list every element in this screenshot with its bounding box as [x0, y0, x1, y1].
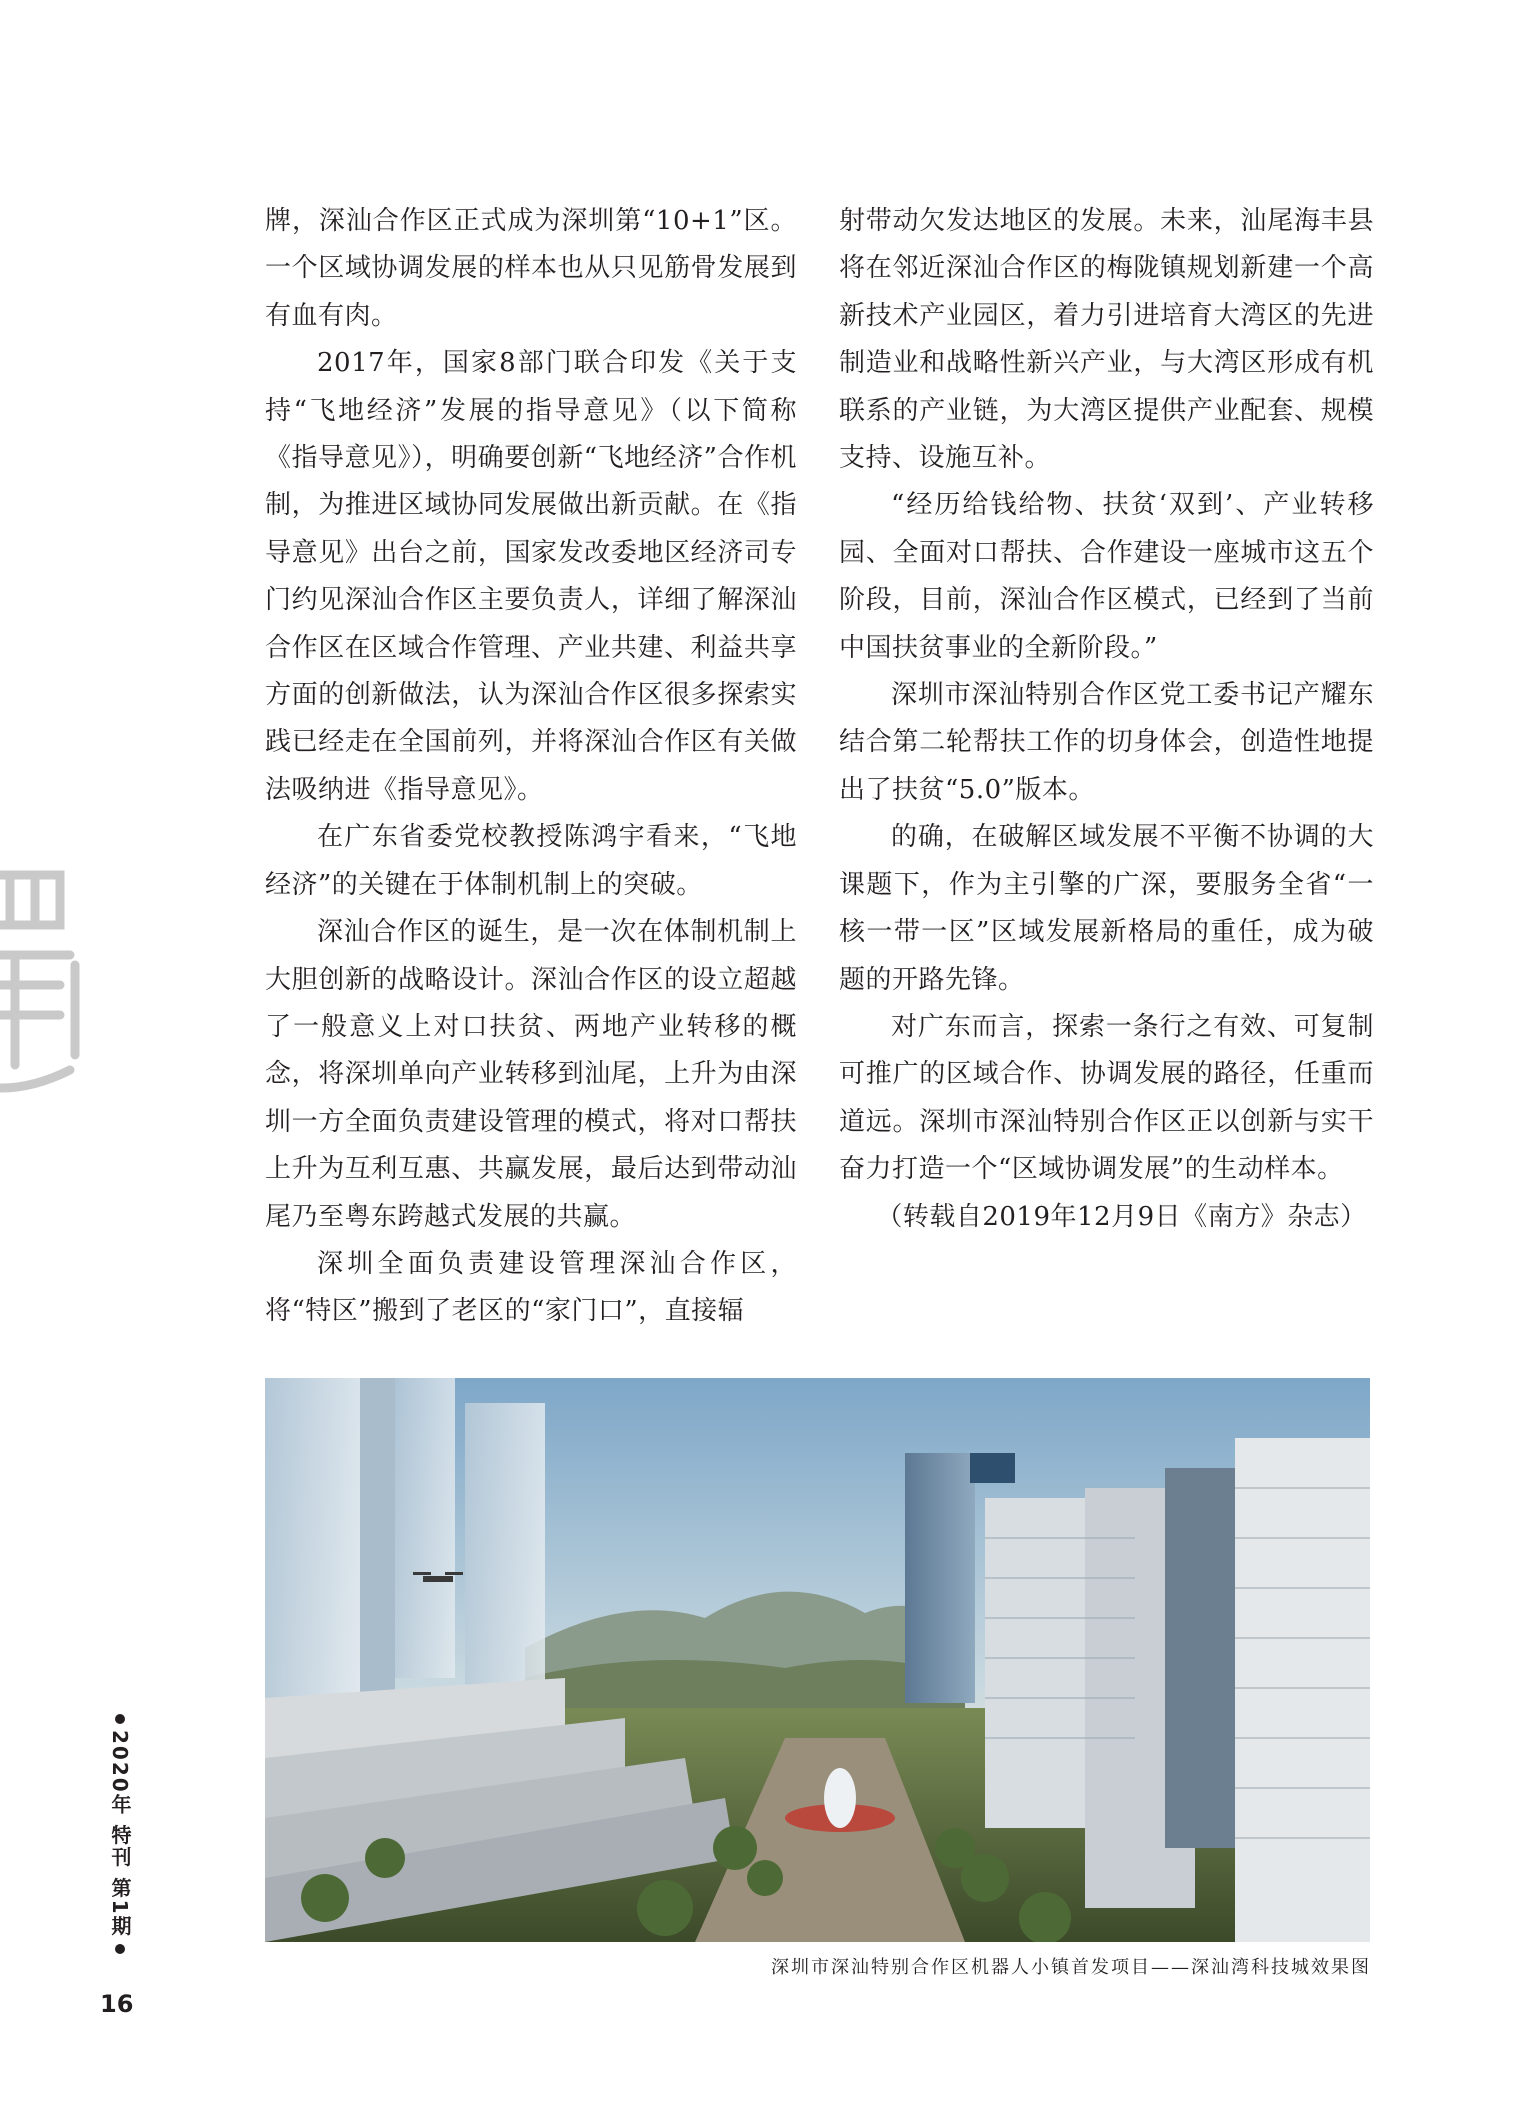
article-paragraph: 深汕合作区的诞生，是一次在体制机制上大胆创新的战略设计。深汕合作区的设立超越了一般意义上对口扶贫、两地产业转移的概念，将深圳单向产业转移到汕尾，上升为由深圳一方全面负责建设管理的模式，将对口帮扶上升为互利互惠、共赢发展，最后达到带动汕尾乃至粤东跨越式发展的共赢。: [265, 917, 797, 1232]
article-right-column: [839, 198, 1374, 1241]
tech-city-rendering-photo: [265, 1378, 1370, 1942]
article-paragraph: 的确，在破解区域发展不平衡不协调的大课题下，作为主引擎的广深，要服务全省“一核一带一区”区域发展新格局的重任，成为破题的开路先锋。: [839, 822, 1374, 995]
bullet-dot-bottom: [115, 1944, 125, 1954]
source-note: （转载自2019年12月9日《南方》杂志）: [876, 1201, 1367, 1232]
article-paragraph: 在广东省委党校教授陈鸿宇看来，“飞地经济”的关键在于体制机制上的突破。: [265, 822, 797, 900]
article-left-column: [265, 198, 797, 1336]
article-paragraph: 射带动欠发达地区的发展。未来，汕尾海丰县将在邻近深汕合作区的梅陇镇规划新建一个高新技术产业园区，着力引进培育大湾区的先进制造业和战略性新兴产业，与大湾区形成有机联系的产业链，为大湾区提供产业配套、规模支持、设施互补。: [839, 206, 1374, 474]
issue-label-text: 2020年 特刊 第1期: [108, 1730, 132, 1938]
article-paragraph: 深圳市深汕特别合作区党工委书记产耀东结合第二轮帮扶工作的切身体会，创造性地提出了扶贫“5.0”版本。: [839, 680, 1374, 805]
issue-label: [100, 1708, 140, 1960]
photo-caption: 深圳市深汕特别合作区机器人小镇首发项目——深汕湾科技城效果图: [771, 1957, 1371, 1978]
article-paragraph: 牌，深汕合作区正式成为深圳第“10+1”区。一个区域协调发展的样本也从只见筋骨发展到有血有肉。: [265, 206, 797, 331]
article-paragraph: 深圳全面负责建设管理深汕合作区，将“特区”搬到了老区的“家门口”，直接辐: [265, 1248, 797, 1327]
article-paragraph: “经历给钱给物、扶贫‘双到’、产业转移园、全面对口帮扶、合作建设一座城市这五个阶段，目前，深汕合作区模式，已经到了当前中国扶贫事业的全新阶段。”: [839, 490, 1374, 663]
article-paragraph: 对广东而言，探索一条行之有效、可复制可推广的区域合作、协调发展的路径，任重而道远。深圳市深汕特别合作区正以创新与实干奋力打造一个“区域协调发展”的生动样本。: [839, 1011, 1374, 1185]
page-number: 16: [100, 1990, 134, 2018]
seal-stamp-decoration: [0, 855, 90, 1105]
bullet-dot-top: [115, 1714, 125, 1724]
article-paragraph: 2017年，国家8部门联合印发《关于支持“飞地经济”发展的指导意见》（以下简称《指导意见》），明确要创新“飞地经济”合作机制，为推进区域协同发展做出新贡献。在《指导意见》出台之前，国家发改委地区经济司专门约见深汕合作区主要负责人，详细了解深汕合作区在区域合作管理、产业共建、利益共享方面的创新做法，认为深汕合作区很多探索实践已经走在全国前列，并将深汕合作区有关做法吸纳进《指导意见》。: [265, 348, 797, 805]
